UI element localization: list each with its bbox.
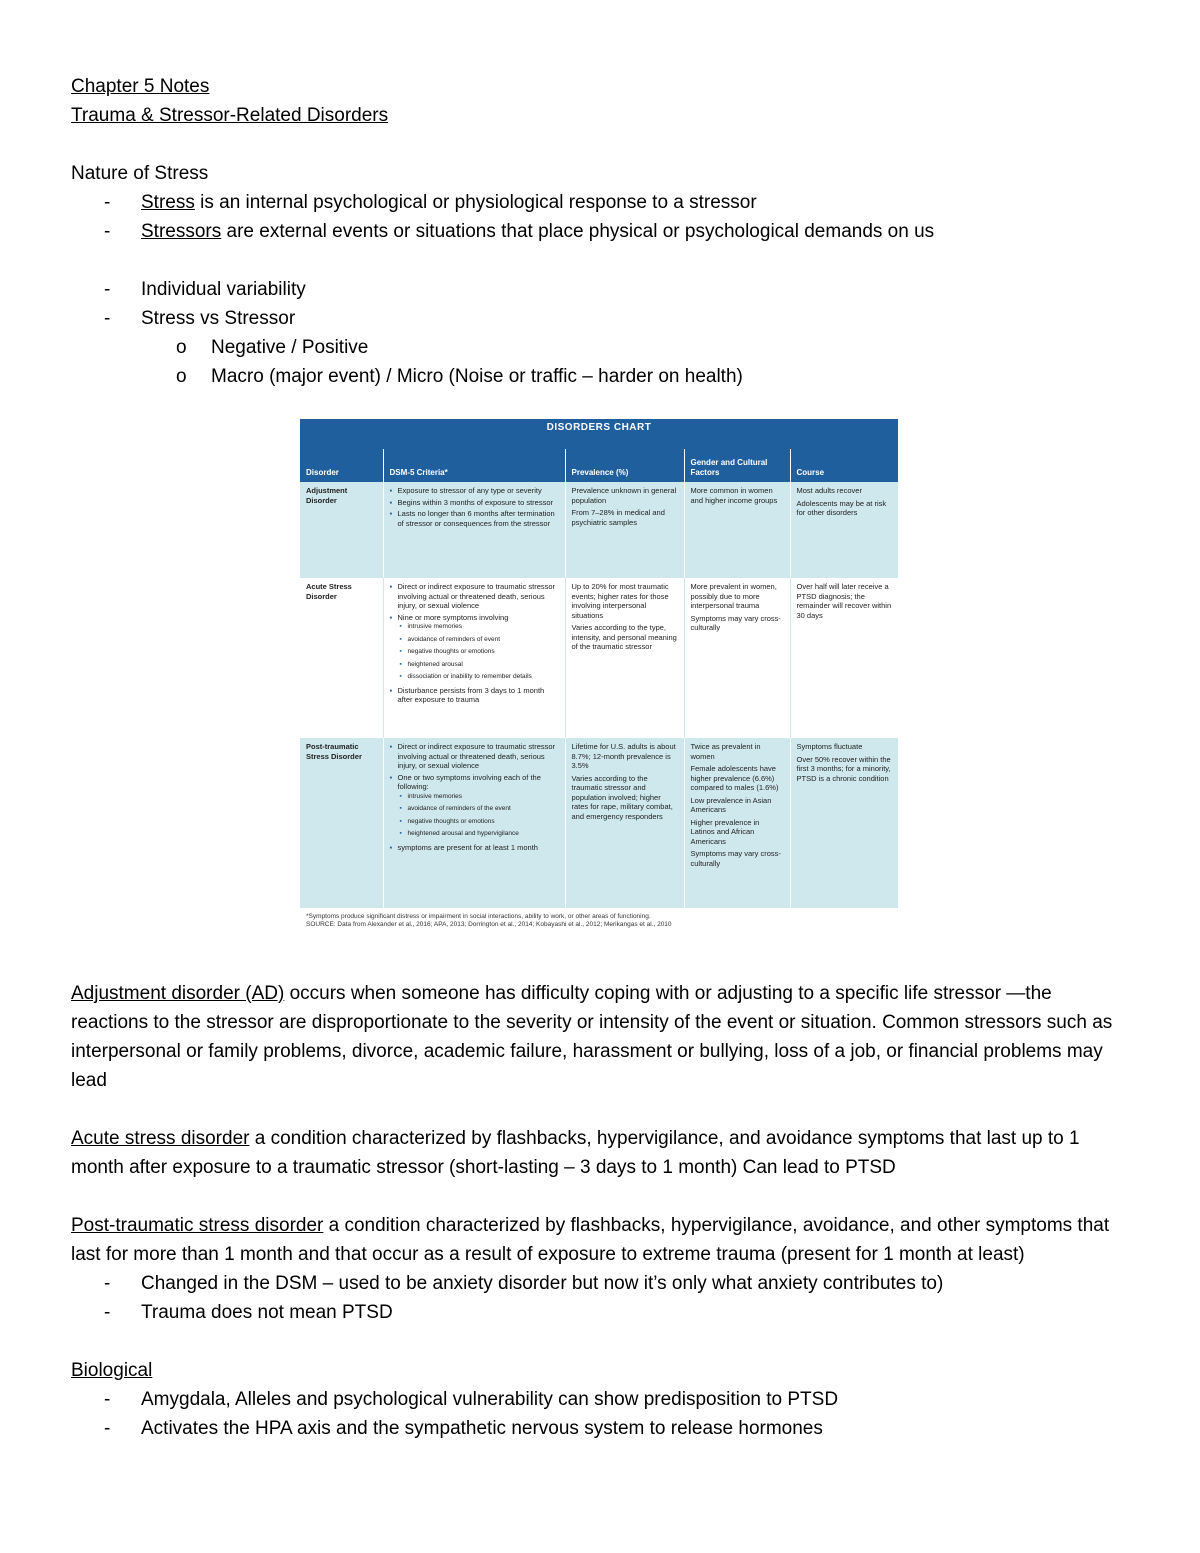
- subbullet-text: Macro (major event) / Micro (Noise or traffic – harder on health): [211, 366, 743, 387]
- bullet-trauma-not-ptsd: [71, 1298, 1131, 1327]
- gender-text: Symptoms may vary cross-culturally: [690, 849, 781, 868]
- document-body: [71, 72, 1131, 391]
- col-header-course: Course: [790, 449, 898, 482]
- criteria-item: ▪ Direct or indirect exposure to traumatic stressor involving actual or threatened death, serious injury, or sexual violence: [398, 742, 559, 771]
- cell-criteria: [383, 578, 565, 738]
- prevalence-text: Up to 20% for most traumatic events; higher rates for those involving interpersonal situations: [571, 582, 669, 620]
- cell-gender-culture: [684, 482, 790, 578]
- bullet-marker: -: [104, 221, 111, 242]
- cell-disorder: Post-traumatic Stress Disorder: [300, 738, 383, 908]
- criteria-text: Nine or more symptoms involving: [397, 612, 509, 622]
- bullet-marker: -: [104, 308, 111, 329]
- cell-prevalence: [565, 578, 684, 738]
- term-stress: Stress: [141, 192, 195, 213]
- adjustment-disorder-text: occurs when someone has difficulty coping with or adjusting to a specific life stressor —the reactions to the stressor are disproportionate to the severity or intensity of the event or situation. Common stressors such as interpersonal or family problems, divorce, academic failure, harassment or bullying, loss of a job, or financial problems may lead: [71, 983, 1113, 1091]
- bullet-stressors-definition: [71, 217, 1131, 246]
- course-text: Over half will later receive a PTSD diagnosis; the remainder will recover within 30 days: [796, 582, 892, 620]
- bullet-individual-variability: [71, 275, 1131, 304]
- cell-course: [790, 482, 898, 578]
- subbullet-macro-micro: [71, 362, 1131, 391]
- criteria-subitem: ▪ heightened arousal and hypervigilance: [408, 830, 559, 839]
- criteria-item: ▪ Lasts no longer than 6 months after termination of stressor or consequences from the stressor: [398, 509, 559, 528]
- criteria-subitem: ▪ intrusive memories: [408, 793, 559, 802]
- gender-text: Twice as prevalent in women: [690, 742, 761, 761]
- cell-disorder: Acute Stress Disorder: [300, 578, 383, 738]
- paragraph-ptsd: [71, 1211, 1131, 1269]
- cell-criteria: [383, 482, 565, 578]
- bullet-hpa-axis: [71, 1414, 1131, 1443]
- bullet-text: Trauma does not mean PTSD: [141, 1302, 393, 1323]
- col-header-disorder: Disorder: [300, 449, 383, 482]
- table-row-adjustment: [300, 482, 898, 578]
- bullet-stress-vs-stressor: [71, 304, 1131, 333]
- document-body-lower: [71, 979, 1131, 1443]
- bullet-stress-definition: [71, 188, 1131, 217]
- criteria-subitem: ▪ negative thoughts or emotions: [408, 818, 559, 827]
- gender-text: Higher prevalence in Latinos and African Americans: [690, 817, 760, 846]
- col-header-gender-culture: Gender and Cultural Factors: [684, 449, 790, 482]
- bullet-marker: -: [104, 1273, 111, 1294]
- subbullet-text: Negative / Positive: [211, 337, 369, 358]
- ptsd-text: a condition characterized by flashbacks, hypervigilance, avoidance, and other symptoms that last for more than 1 month and that occur as a result of exposure to extreme trauma (present for 1 month at least): [71, 1215, 1110, 1265]
- bullet-marker: -: [104, 1302, 111, 1323]
- criteria-item: ▪ Exposure to stressor of any type or severity: [398, 486, 559, 496]
- bullet-marker: -: [104, 192, 111, 213]
- subbullet-marker: o: [176, 337, 187, 358]
- bullet-text: Amygdala, Alleles and psychological vulnerability can show predisposition to PTSD: [141, 1389, 839, 1410]
- section-nature-of-stress: Nature of Stress: [71, 163, 209, 184]
- cell-prevalence: [565, 738, 684, 908]
- stressors-definition: are external events or situations that place physical or psychological demands on us: [221, 221, 935, 242]
- disorders-chart-figure: [300, 419, 898, 929]
- bullet-text: Activates the HPA axis and the sympathetic nervous system to release hormones: [141, 1418, 823, 1439]
- term-acute-stress-disorder: Acute stress disorder: [71, 1128, 250, 1149]
- criteria-subitem: ▪ heightened arousal: [408, 661, 559, 670]
- term-stressors: Stressors: [141, 221, 222, 242]
- term-adjustment-disorder: Adjustment disorder (AD): [71, 983, 285, 1004]
- col-header-prevalence: Prevalence (%): [565, 449, 684, 482]
- chart-title: DISORDERS CHART: [300, 419, 898, 449]
- cell-course: [790, 578, 898, 738]
- chapter-title: Chapter 5 Notes: [71, 76, 210, 97]
- cell-prevalence: [565, 482, 684, 578]
- criteria-item: ▪ symptoms are present for at least 1 month: [398, 843, 559, 853]
- criteria-item: [398, 613, 559, 682]
- bullet-ptsd-dsm-change: [71, 1269, 1131, 1298]
- prevalence-text: Lifetime for U.S. adults is about 8.7%; 12-month prevalence is 3.5%: [571, 742, 676, 770]
- cell-criteria: [383, 738, 565, 908]
- criteria-subitem: ▪ intrusive memories: [408, 623, 559, 632]
- criteria-item: ▪ Direct or indirect exposure to traumatic stressor involving actual or threatened death, serious injury, or sexual violence: [398, 582, 559, 611]
- chart-footnote-symptoms: *Symptoms produce significant distress or impairment in social interactions, ability to work, or other areas of functioning.: [306, 913, 651, 920]
- chart-footnote: [300, 913, 696, 929]
- term-ptsd: Post-traumatic stress disorder: [71, 1215, 324, 1236]
- chapter-subtitle: Trauma & Stressor-Related Disorders: [71, 105, 389, 126]
- acute-stress-disorder-text: a condition characterized by flashbacks, hypervigilance, and avoidance symptoms that last up to 1 month after exposure to a traumatic stressor (short-lasting – 3 days to 1 month) Can lead to PTSD: [71, 1128, 1080, 1178]
- gender-text: More prevalent in women, possibly due to more interpersonal trauma: [690, 582, 777, 610]
- cell-disorder: Adjustment Disorder: [300, 482, 383, 578]
- bullet-marker: -: [104, 1389, 111, 1410]
- gender-text: More common in women and higher income groups: [690, 486, 778, 505]
- cell-course: [790, 738, 898, 908]
- criteria-subitem: ▪ avoidance of reminders of event: [408, 636, 559, 645]
- gender-text: Female adolescents have higher prevalence (6.6%) compared to males (1.6%): [690, 764, 779, 792]
- bullet-amygdala: [71, 1385, 1131, 1414]
- course-text: Over 50% recover within the first 3 months; for a minority, PTSD is a chronic condition: [796, 754, 891, 783]
- paragraph-acute-stress-disorder: [71, 1124, 1131, 1182]
- prevalence-text: Varies according to the traumatic stressor and population involved; higher rates for rape, military combat, and emergency responders: [571, 773, 673, 821]
- gender-text: Low prevalence in Asian Americans: [690, 795, 772, 814]
- table-row-acute-stress: [300, 578, 898, 738]
- prevalence-text: Varies according to the type, intensity, and personal meaning of the traumatic stressor: [571, 623, 677, 651]
- criteria-subitem: ▪ dissociation or inability to remember details: [408, 673, 559, 682]
- cell-gender-culture: [684, 578, 790, 738]
- bullet-text: Individual variability: [141, 279, 306, 300]
- criteria-subitem: ▪ avoidance of reminders of the event: [408, 805, 559, 814]
- col-header-criteria: DSM-5 Criteria*: [383, 449, 565, 482]
- criteria-subitem: ▪ negative thoughts or emotions: [408, 648, 559, 657]
- bullet-marker: -: [104, 1418, 111, 1439]
- bullet-marker: -: [104, 279, 111, 300]
- course-text: Adolescents may be at risk for other disorders: [796, 498, 887, 517]
- stress-definition: is an internal psychological or physiological response to a stressor: [194, 192, 757, 213]
- prevalence-text: From 7–28% in medical and psychiatric samples: [571, 508, 665, 527]
- chart-footnote-source: SOURCE: Data from Alexander et al., 2016; APA, 2013; Dorrington et al., 2014; Kobayashi et al., 2012; Merikangas et al., 2010: [306, 921, 672, 928]
- table-row-ptsd: [300, 738, 898, 908]
- cell-gender-culture: [684, 738, 790, 908]
- criteria-item: ▪ Disturbance persists from 3 days to 1 month after exposure to trauma: [398, 686, 559, 705]
- disorders-chart-table: [300, 419, 898, 908]
- course-text: Most adults recover: [796, 486, 862, 495]
- bullet-text: Stress vs Stressor: [141, 308, 296, 329]
- criteria-item: ▪ Begins within 3 months of exposure to stressor: [398, 498, 559, 508]
- criteria-item: [398, 773, 559, 839]
- section-biological: Biological: [71, 1360, 153, 1381]
- prevalence-text: Prevalence unknown in general population: [571, 486, 677, 505]
- gender-text: Symptoms may vary cross-culturally: [690, 613, 781, 632]
- paragraph-adjustment-disorder: [71, 979, 1131, 1095]
- criteria-text: One or two symptoms involving each of the following:: [397, 772, 541, 791]
- subbullet-marker: o: [176, 366, 187, 387]
- bullet-text: Changed in the DSM – used to be anxiety disorder but now it’s only what anxiety contributes to): [141, 1273, 944, 1294]
- course-text: Symptoms fluctuate: [796, 742, 863, 751]
- subbullet-negative-positive: [71, 333, 1131, 362]
